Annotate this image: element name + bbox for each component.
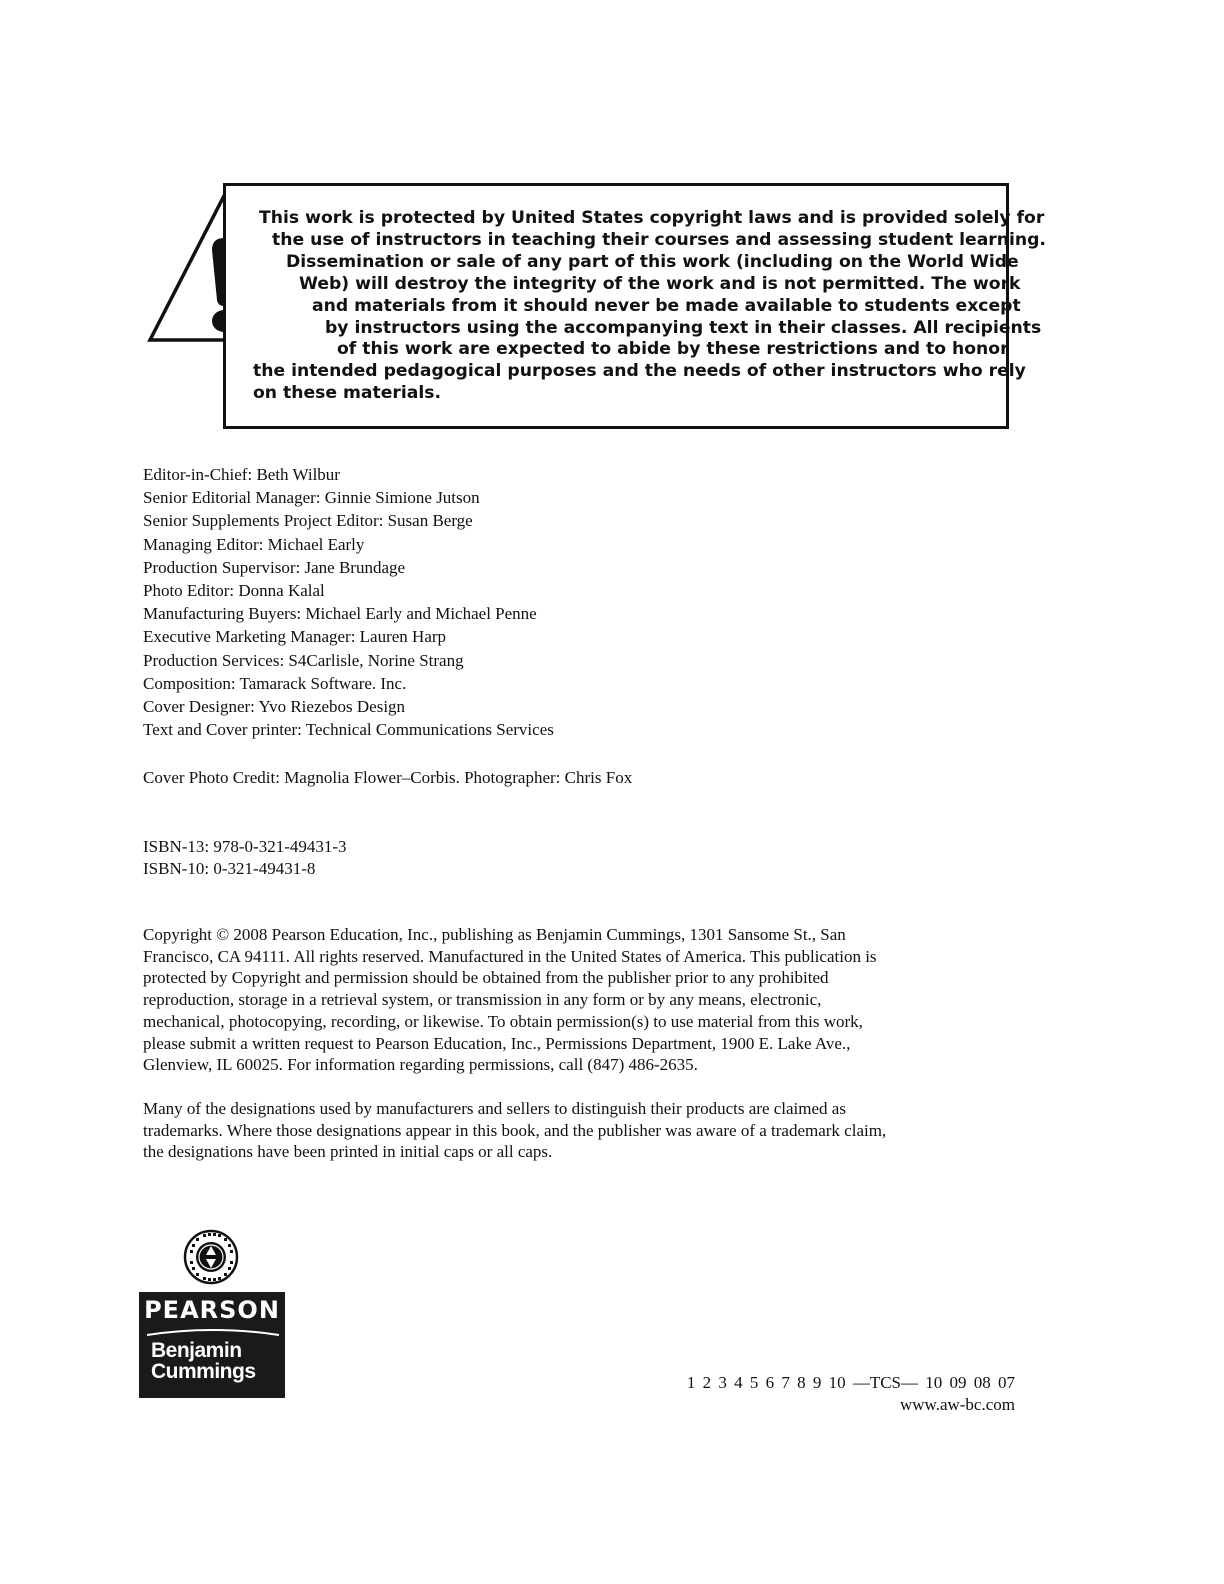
isbn-10: ISBN-10: 0-321-49431-8 [143, 859, 316, 878]
copyright-line: mechanical, photocopying, recording, or likewise. To obtain permission(s) to use material from this work, [143, 1011, 863, 1031]
credit-line: Cover Designer: Yvo Riezebos Design [143, 697, 406, 717]
credit-line: Executive Marketing Manager: Lauren Harp [143, 627, 447, 647]
copyright-line: reproduction, storage in a retrieval system, or transmission in any form or by any means, electronic, [143, 990, 822, 1010]
copyright-line: protected by Copyright and permission should be obtained from the publisher prior to any prohibited [143, 968, 829, 988]
credit-line: Senior Editorial Manager: Ginnie Simione Jutson [143, 488, 480, 508]
cover-photo-credit: Cover Photo Credit: Magnolia Flower–Corbis. Photographer: Chris Fox [143, 768, 633, 787]
pearson-benjamin-cummings-logo [139, 1228, 285, 1398]
logo-block [139, 1292, 285, 1398]
credit-line: Production Supervisor: Jane Brundage [143, 557, 406, 577]
logo-benjamin-cummings-text [151, 1340, 256, 1382]
credit-line: Senior Supplements Project Editor: Susan Berge [143, 511, 473, 531]
copyright-line: Francisco, CA 94111. All rights reserved. Manufactured in the United States of America. This publication is [143, 946, 877, 966]
credit-line: Production Services: S4Carlisle, Norine Strang [143, 650, 464, 670]
logo-pearson-text: PEARSON [144, 1296, 280, 1324]
logo-line-cummings: Cummings [151, 1360, 256, 1383]
website-url: www.aw-bc.com [899, 1395, 1015, 1414]
copyright-notice-box [223, 183, 1046, 429]
logo-line-benjamin: Benjamin [151, 1339, 242, 1362]
notice-line: on these materials. [253, 383, 442, 404]
notice-line: Dissemination or sale of any part of this work (including on the World Wide [286, 251, 1019, 272]
copyright-line: Glenview, IL 60025. For information regarding permissions, call (847) 486-2635. [143, 1055, 698, 1075]
isbn-13: ISBN-13: 978-0-321-49431-3 [143, 837, 347, 856]
credit-line: Photo Editor: Donna Kalal [143, 581, 325, 601]
trademark-line: Many of the designations used by manufacturers and sellers to distinguish their products are claimed as [143, 1099, 846, 1118]
logo-swoosh-icon [147, 1328, 279, 1336]
notice-line: This work is protected by United States copyright laws and is provided solely for [259, 208, 1045, 228]
trademark-line: trademarks. Where those designations appear in this book, and the publisher was aware of a trademark claim, [143, 1120, 887, 1140]
credit-line: Editor-in-Chief: Beth Wilbur [143, 465, 340, 484]
benjamin-cummings-seal-icon [183, 1228, 239, 1286]
credit-line: Text and Cover printer: Technical Communications Services [143, 720, 554, 740]
copyright-line: Copyright © 2008 Pearson Education, Inc., publishing as Benjamin Cummings, 1301 Sansome St., San [143, 925, 846, 944]
copyright-notice-text [226, 208, 1046, 405]
copyright-paragraph [143, 924, 1023, 1076]
credits-list [143, 463, 554, 741]
copyright-line: please submit a written request to Pearson Education, Inc., Permissions Department, 1900 E. Lake Ave., [143, 1033, 851, 1053]
notice-line: of this work are expected to abide by these restrictions and to honor [337, 339, 1009, 360]
credit-line: Composition: Tamarack Software. Inc. [143, 673, 407, 693]
notice-line: Web) will destroy the integrity of the work and is not permitted. The work [299, 273, 1021, 294]
notice-line: the use of instructors in teaching their courses and assessing student learning. [272, 229, 1046, 250]
notice-line: by instructors using the accompanying text in their classes. All recipients [325, 317, 1042, 338]
notice-line: and materials from it should never be made available to students except [312, 295, 1021, 316]
credit-line: Manufacturing Buyers: Michael Early and Michael Penne [143, 604, 537, 624]
trademark-line: the designations have been printed in initial caps or all caps. [143, 1142, 553, 1162]
notice-line: the intended pedagogical purposes and the needs of other instructors who rely [253, 361, 1026, 382]
print-line: 1 2 3 4 5 6 7 8 9 10 —TCS— 10 09 08 07 [686, 1373, 1015, 1392]
credit-line: Managing Editor: Michael Early [143, 534, 365, 554]
trademark-paragraph [143, 1098, 1023, 1163]
